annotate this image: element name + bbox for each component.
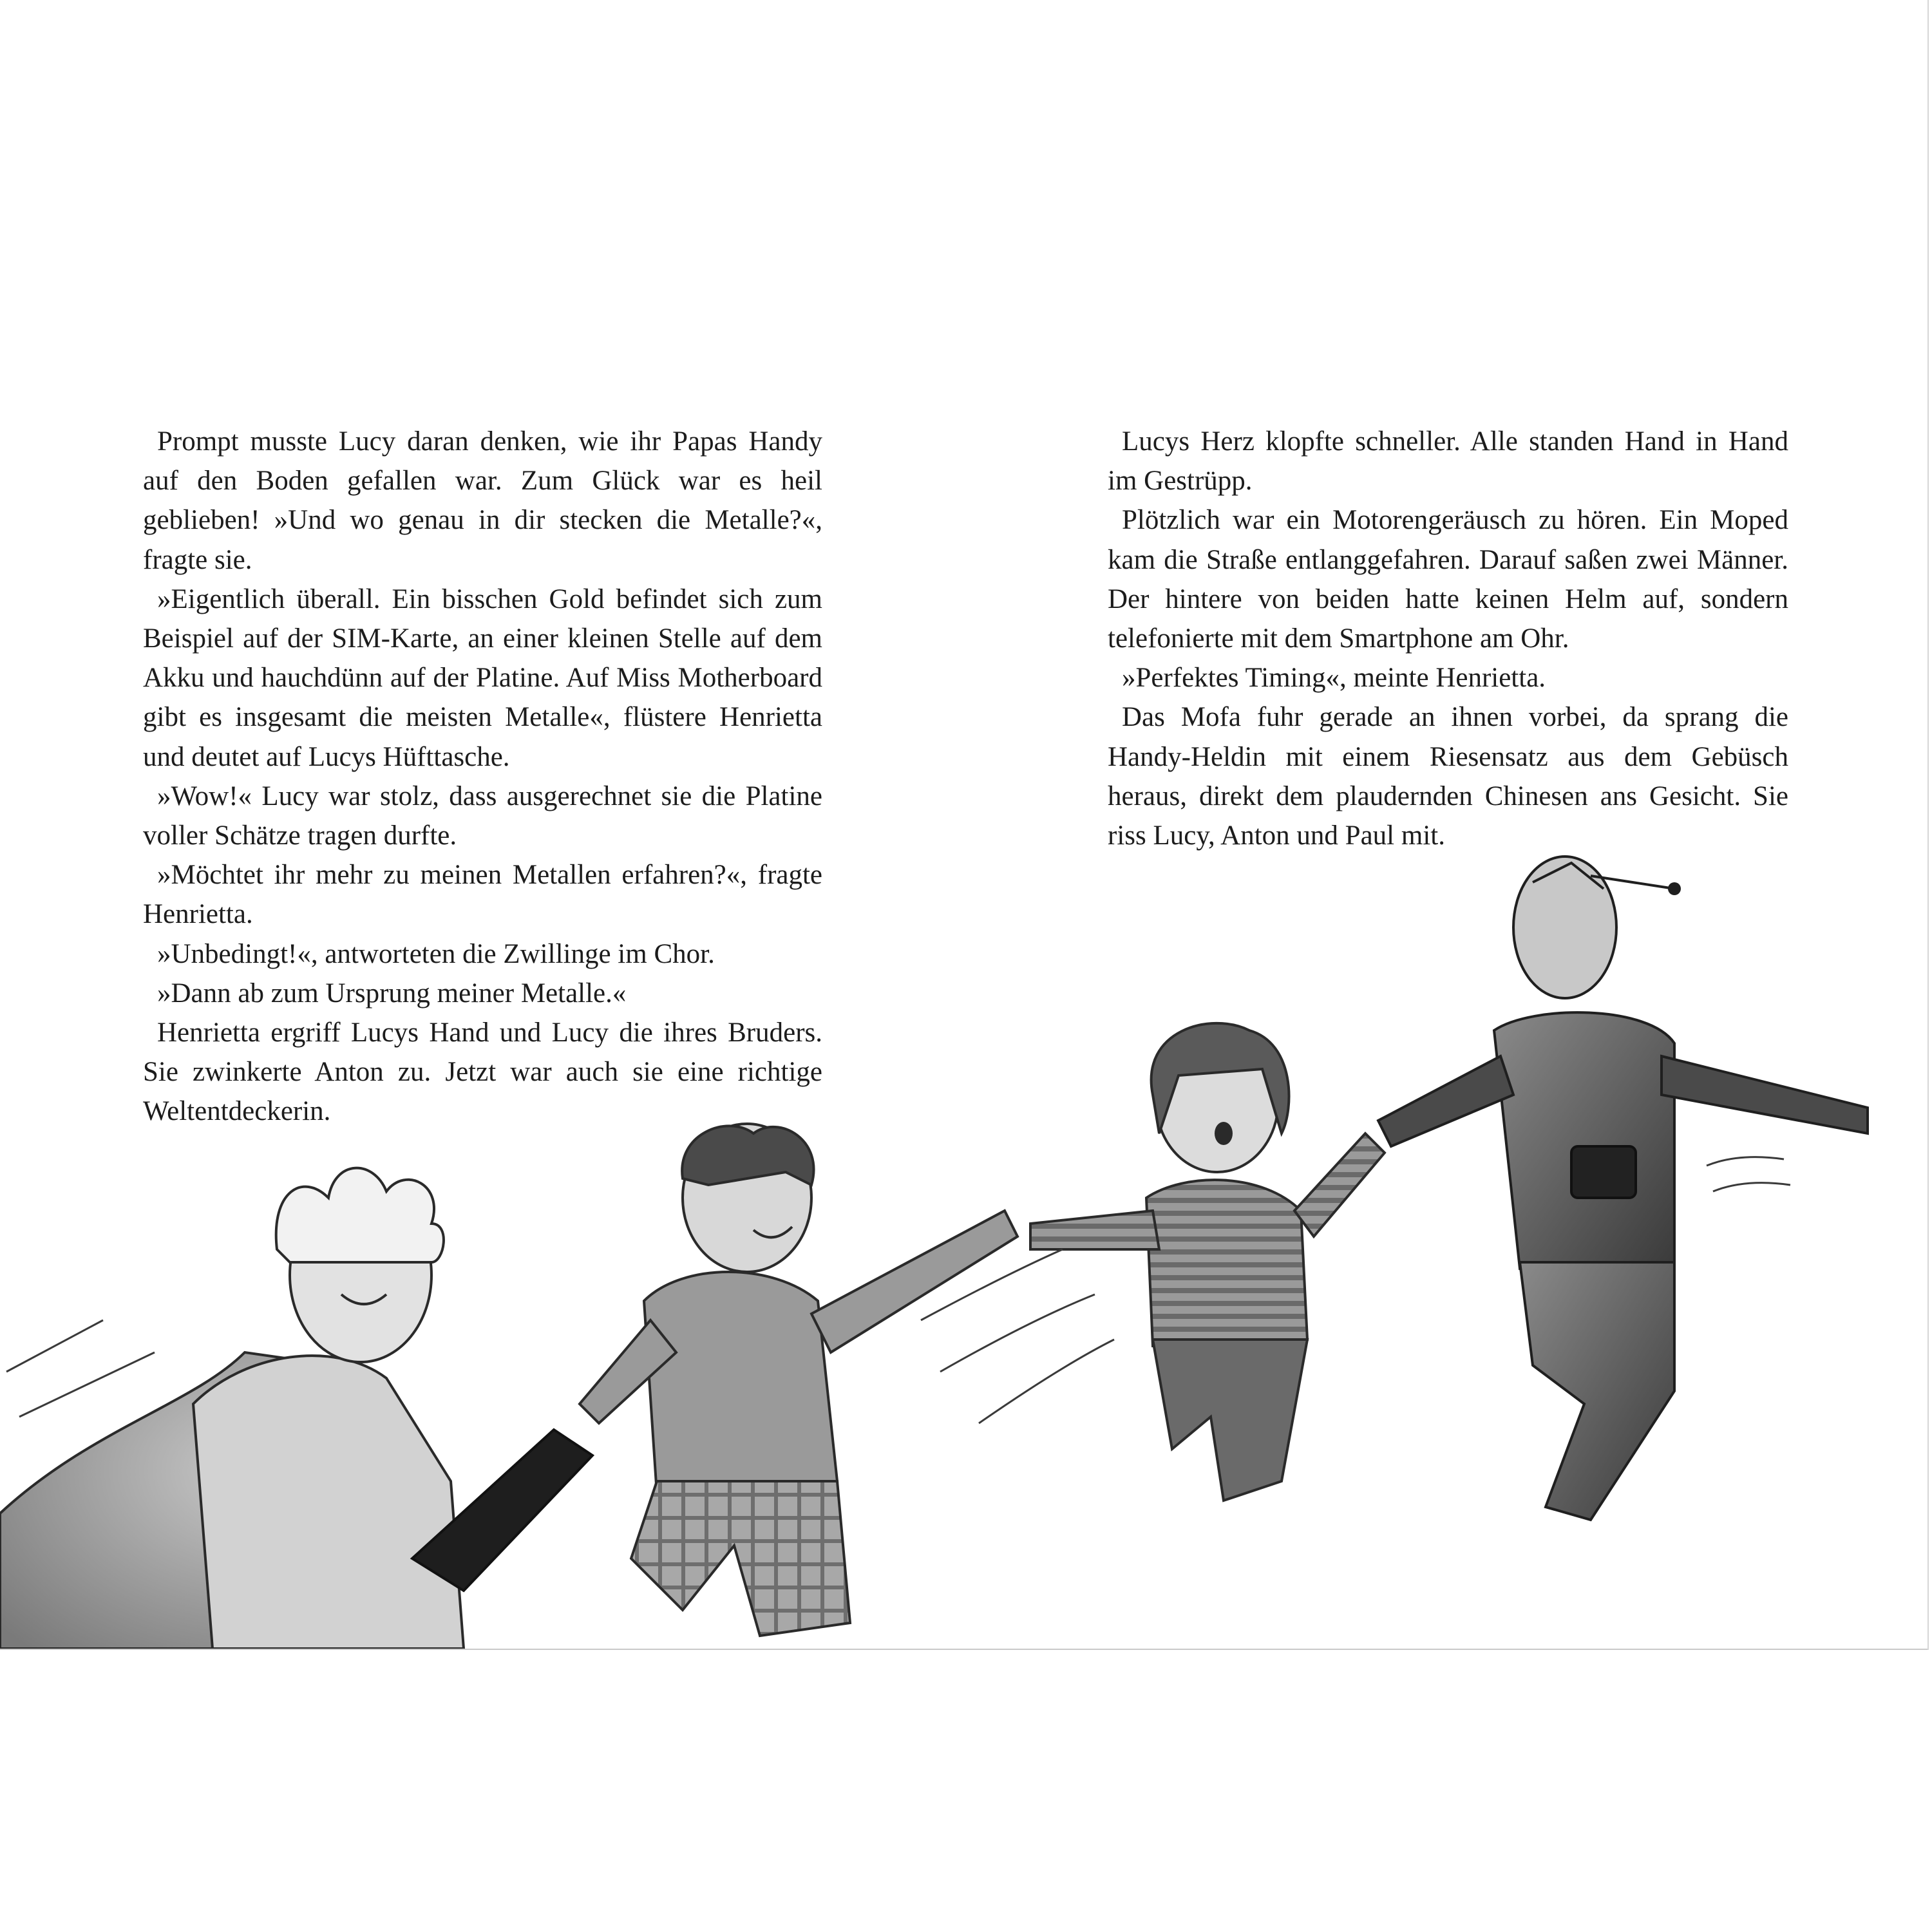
robot-heroine-figure [1378,857,1868,1520]
boy-sweater [644,1272,837,1494]
girl-pants [1153,1340,1307,1501]
paragraph: »Dann ab zum Ursprung meiner Metalle.« [157,978,627,1009]
girl-figure [1030,1023,1385,1501]
robot-chest-screen [1571,1146,1636,1198]
paragraph: Henrietta ergriff Lucys Hand und Lucy die ihres Bruders. Sie zwinkerte Anton zu. Jetzt war auch sie eine richtige Weltentdeckerin. [143,1018,822,1127]
hero-torso [193,1356,464,1649]
robot-legs [1520,1262,1674,1520]
paragraph: »Perfektes Timing«, meinte Henrietta. [1122,663,1546,694]
boy-pants [631,1481,850,1636]
hero-hair [276,1168,444,1262]
girl-arm-left [1030,1211,1159,1249]
robot-arm-holding [1378,1056,1513,1146]
page-bottom-edge [0,1649,1929,1650]
paragraph: »Unbedingt!«, antworteten die Zwillinge im Chor. [157,938,715,969]
right-page-text [1108,422,1788,855]
page-right-edge [1927,0,1929,1650]
paragraph: »Eigentlich überall. Ein bisschen Gold befindet sich zum Beispiel auf der SIM-Karte, an einer kleinen Stelle auf dem Akku und hauchdünn auf der Platine. Auf Miss Motherboard gibt es insgesamt die meisten Metalle«, flüstere Henrietta und deutet auf Lucys Hüfttasche. [143,583,822,772]
robot-arm-pointing [1662,1056,1868,1133]
flying-children-illustration [0,837,1932,1650]
girl-sweater [1146,1180,1307,1346]
boy-figure [580,1124,1018,1636]
robot-torso [1494,1012,1674,1269]
paragraph: Das Mofa fuhr gerade an ihnen vorbei, da sprang die Handy-Heldin mit einem Riesensatz aus dem Gebüsch heraus, direkt dem plaudernden Chinesen ans Gesicht. Sie riss Lucy, Anton und Paul mit. [1108,702,1788,851]
paragraph: »Wow!« Lucy war stolz, dass ausgerechnet sie die Platine voller Schätze tragen durfte. [143,781,822,851]
boy-hair [682,1126,813,1185]
girl-arm-right [1294,1133,1385,1236]
paragraph: Plötzlich war ein Motorengeräusch zu hören. Ein Moped kam die Straße entlanggefahren. Darauf saßen zwei Männer. Der hintere von beiden hatte keinen Helm auf, sondern telefonierte mit dem Smartphone am Ohr. [1108,505,1788,654]
paragraph: Prompt musste Lucy daran denken, wie ihr Papas Handy auf den Boden gefallen war. Zum Glück war es heil geblieben! »Und wo genau in dir stecken die Metalle?«, fragte sie. [143,426,822,575]
paragraph: »Möchtet ihr mehr zu meinen Metallen erfahren?«, fragte Henrietta. [143,860,822,930]
boy-arm-right [811,1211,1018,1352]
caped-hero-figure [0,1168,592,1649]
paragraph: Lucys Herz klopfte schneller. Alle standen Hand in Hand im Gestrüpp. [1108,426,1788,497]
